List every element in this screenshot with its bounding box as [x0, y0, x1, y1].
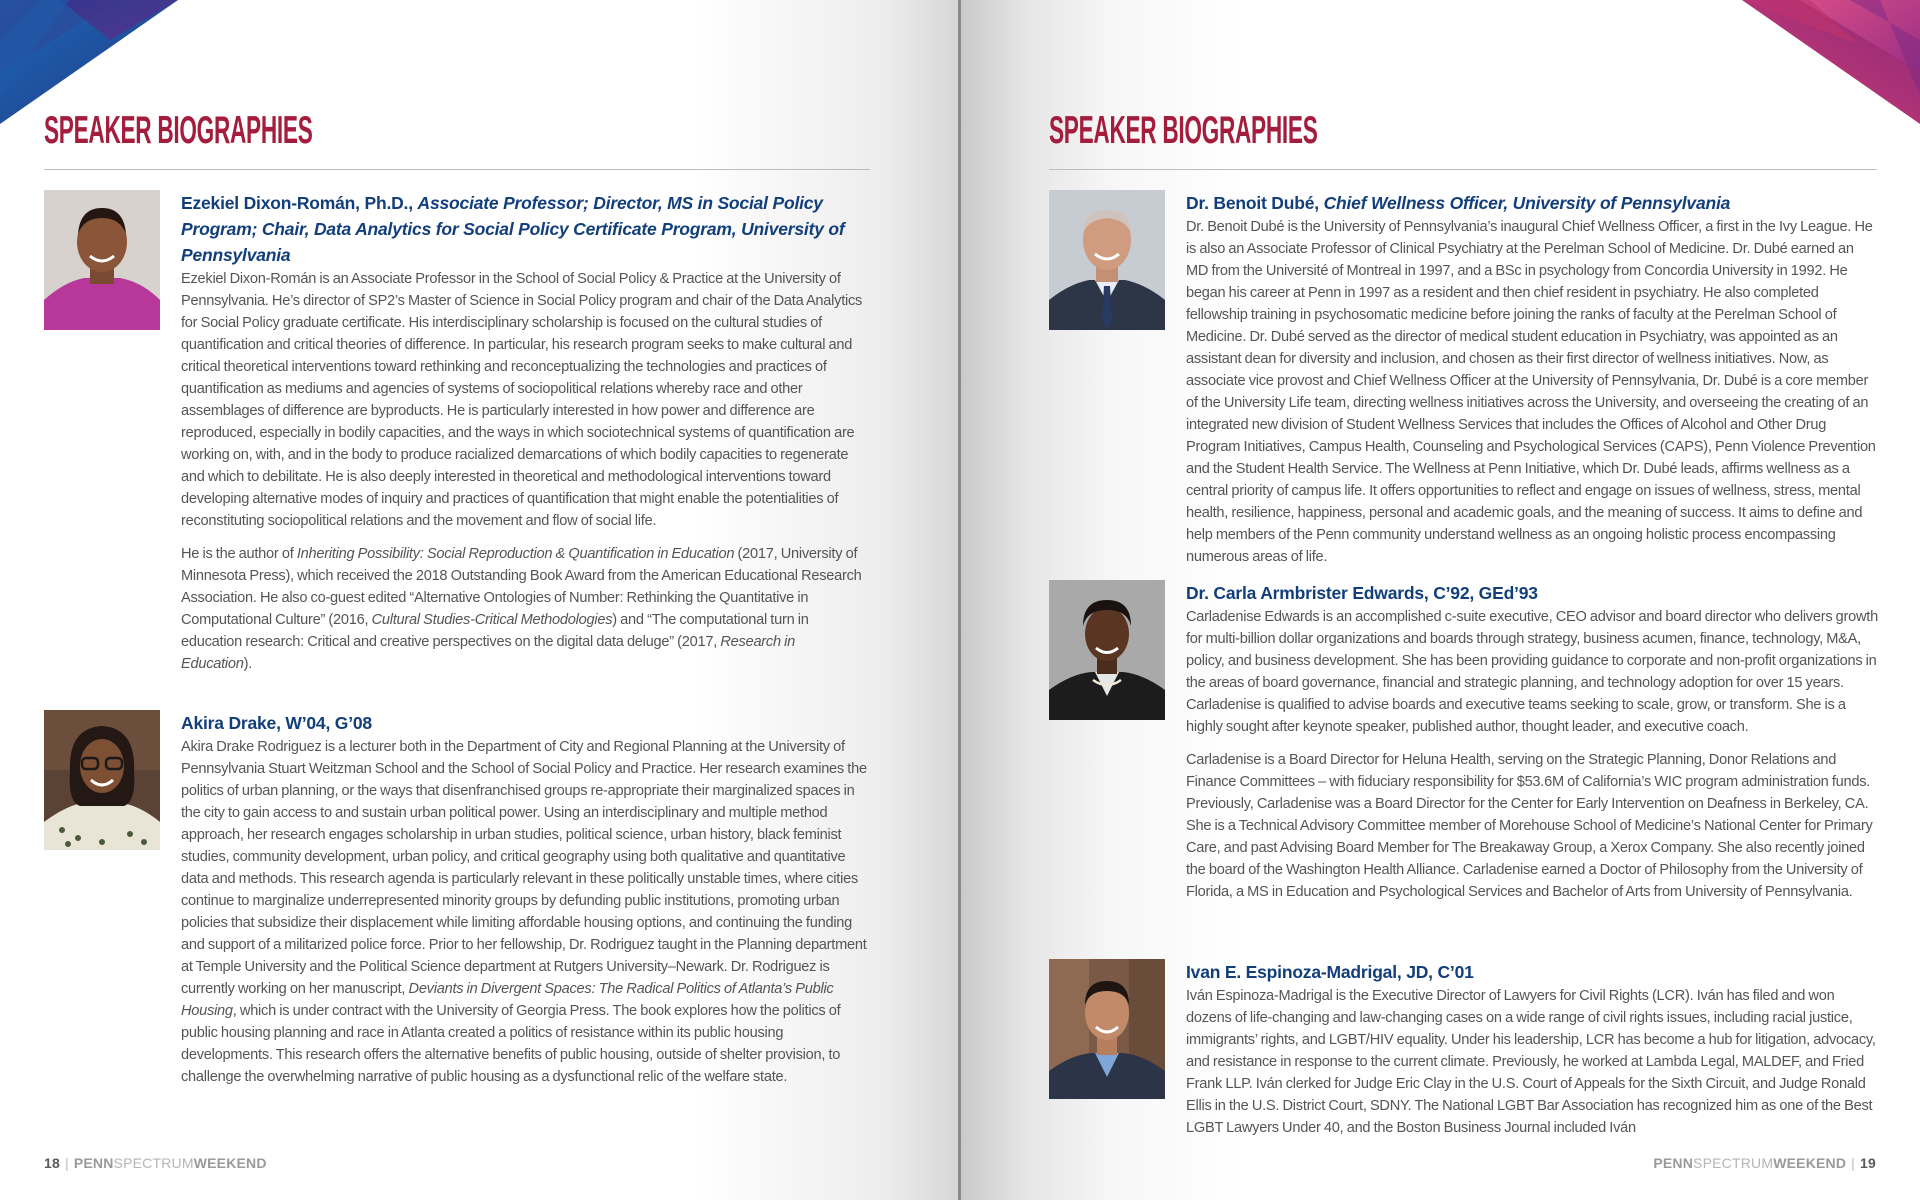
bio-paragraph: Dr. Benoit Dubé is the University of Pennsylvania’s inaugural Chief Wellness Officer, a first in the Ivy League. He is also an Associate Professor of Clinical Psychiatry at the Perelman School of Medicine. Dr. Dubé earned an MD from the Université of Montreal in 1997, and a BSc in psychology from Concordia University in 1992. He began his career at Penn in 1997 as a resident and then chief resident in psychiatry. He also completed fellowship training in psychosomatic medicine before joining the ranks of faculty at the Perelman School of Medicine. Dr. Dubé served as the director of medical student education in Psychiatry, was appointed as an assistant dean for diversity and inclusion, and chosen as their first director of wellness initiatives. Now, as associate vice provost and Chief Wellness Officer at the University of Pennsylvania, Dr. Dubé is a core member of the University Life team, directing wellness initiatives across the University, and overseeing the creating of an integrated new division of Student Wellness Services that includes the Offices of Alcohol and Other Drug Program Initiatives, Campus Health, Counseling and Psychological Services (CAPS), Penn Violence Prevention and the Student Health Service. The Wellness at Penn Initiative, which Dr. Dubé leads, affirms wellness as a central priority of campus life. It offers opportunities to reflect and engage on issues of wellness, stress, mental health, resilience, happiness, personal and academic goals, and the meaning of success. It aims to define and help members of the Penn community understand wellness as an ongoing holistic process encompassing numerous areas of life.	[1186, 219, 1876, 565]
bio-paragraph: Carladenise Edwards is an accomplished c-suite executive, CEO advisor and board director who delivers growth for multi-billion dollar organizations and boards through strategy, business acumen, finance, technology, M&A, policy, and business development. She has been providing guidance to corporate and non-profit organizations in the areas of board governance, financial and strategic planning, and technology adoption for over 15 years. Carladenise is qualified to advise boards and executive teams seeking to scale, grow, or transform. She is a highly sought after keynote speaker, published author, thought leader, and executive coach.	[1186, 609, 1878, 735]
bio-paragraph: Iván Espinoza-Madrigal is the Executive Director of Lawyers for Civil Rights (LCR). Iván has filed and won dozens of life-changing and law-changing cases on a wide range of civil rights issues, including racial justice, immigrants’ rights, and LGBT/HIV equality. Under his leadership, LCR has become a hub for litigation, advocacy, and resistance in response to the current climate. Previously, he worked at Lambda Legal, MALDEF, and Fried Frank LLP. Iván clerked for Judge Eric Clay in the U.S. Court of Appeals for the Sixth Circuit, and Judge Ronald Ellis in the U.S. District Court, SDNY. The National LGBT Bar Association has recognized him as one of the Best LGBT Lawyers Under 40, and the Boston Business Journal included Iván	[1186, 988, 1876, 1136]
page-footer: PENNSPECTRUMWEEKEND | 19	[1653, 1155, 1876, 1171]
bio-paragraph: Akira Drake Rodriguez is a lecturer both in the Department of City and Regional Planning at the University of Pennsylvania Stuart Weitzman School and the School of Social Policy and Practice. Her research examines the politics of urban planning, or the ways that disenfranchised groups re-appropriate their marginalized spaces in the city to gain access to and sustain urban political power. Using an interdisciplinary and multiple method approach, her research engages scholarship in urban studies, political science, urban history, black feminist studies, community development, urban policy, and critical geography using both qualitative and quantitative data and methods. This research agenda is particularly relevant in these politically unstable times, where cities continue to marginalize underrepresented minority groups by defunding public institutions, promoting urban policies that subsidize their displacement while limiting affordable housing options, and continuing the funding and support of a militarized police force. Prior to her fellowship, Dr. Rodriguez taught in the Planning department at Temple University and the Political Science department at Rutgers University–Newark. Dr. Rodriguez is currently working on her manuscript, Deviants in Divergent Spaces: The Radical Politics of Atlanta’s Public Housing, which is under contract with the University of Georgia Press. The book explores how the politics of public housing planning and race in Atlanta created a politics of resistance within its public housing developments. This research offers the alternative benefits of public housing, outside of shelter provision, to challenge the overwhelming narrative of public housing as a dysfunctional relic of the welfare state.	[181, 739, 867, 1085]
speaker-name: Ivan E. Espinoza-Madrigal, JD, C’01	[1186, 962, 1474, 982]
bio-paragraph: He is the author of Inheriting Possibility: Social Reproduction & Quantification in Education (2017, University of Minnesota Press), which received the 2018 Outstanding Book Award from the American Educational Research Association. He also co-guest edited “Alternative Ontologies of Number: Rethinking the Quantitative in Computational Culture” (2016, Cultural Studies-Critical Methodologies) and “The computational turn in education research: Critical and creative perspectives on the digital data deluge” (2017, Research in Education).	[181, 546, 862, 672]
bio-paragraph: Carladenise is a Board Director for Heluna Health, serving on the Strategic Planning, Donor Relations and Finance Committees – with fiduciary responsibility for $53.6M of California’s WIC program administration funds. Previously, Carladenise was a Board Director for the Center for Early Intervention on Deafness in Berkeley, CA. She is a Technical Advisory Committee member of Morehouse School of Medicine’s National Center for Primary Care, and past Advising Board Member for The Breakaway Group, a Xerox Company. She also recently joined the board of the Washington Health Alliance. Carladenise earned a Doctor of Philosophy from the University of Florida, a MS in Education and Psychological Services and Bachelor of Arts from University of Pennsylvania.	[1186, 752, 1873, 900]
speaker-name: Dr. Benoit Dubé, Chief Wellness Officer, University of Pennsylvania	[1186, 193, 1731, 213]
portrait-photo	[1049, 190, 1165, 330]
divider	[1049, 169, 1877, 170]
page-title: SPEAKER BIOGRAPHIES	[1049, 109, 1318, 152]
portrait-photo	[1049, 580, 1165, 720]
portrait-photo	[1049, 959, 1165, 1099]
right-page	[960, 0, 1920, 1200]
book-spine	[958, 0, 961, 1200]
portrait-photo	[44, 190, 160, 330]
bio-paragraph: Ezekiel Dixon-Román is an Associate Professor in the School of Social Policy & Practice at the University of Pennsylvania. He’s director of SP2’s Master of Science in Social Policy program and chair of the Data Analytics for Social Policy graduate certificate. His interdisciplinary scholarship is focused on the cultural studies of quantification and critical theories of difference. In particular, his research program seeks to make cultural and critical theoretical interventions toward rethinking and reconceptualizing the technologies and practices of quantification as mediums and agencies of systems of sociopolitical relations whereby race and other assemblages of difference are byproducts. He is particularly interested in how power and difference are reproduced, especially in bodily capacities, and the ways in which sociotechnical systems of quantification are working on, with, and in the body to produce racialized demarcations of which bodily capacities to regenerate and which to debilitate. He is also deeply interested in theoretical and methodological interventions toward developing alternative modes of inquiry and practices of quantification that might enable the potentialities of reconstituting sociopolitical relations and the movement and flow of social life.	[181, 271, 863, 529]
speaker-name: Akira Drake, W’04, G’08	[181, 713, 372, 733]
divider	[44, 169, 870, 170]
page-footer: 18 | PENNSPECTRUMWEEKEND	[44, 1155, 267, 1171]
corner-graphic-left	[0, 0, 180, 125]
speaker-name: Ezekiel Dixon-Román, Ph.D., Associate Professor; Director, MS in Social Policy Program; Chair, Data Analytics for Social Policy Certificate Program, University of Pennsylvania	[181, 193, 845, 265]
page-title: SPEAKER BIOGRAPHIES	[44, 109, 313, 152]
portrait-photo	[44, 710, 160, 850]
corner-graphic-right	[1740, 0, 1920, 125]
speaker-name: Dr. Carla Armbrister Edwards, C’92, GEd’93	[1186, 583, 1538, 603]
